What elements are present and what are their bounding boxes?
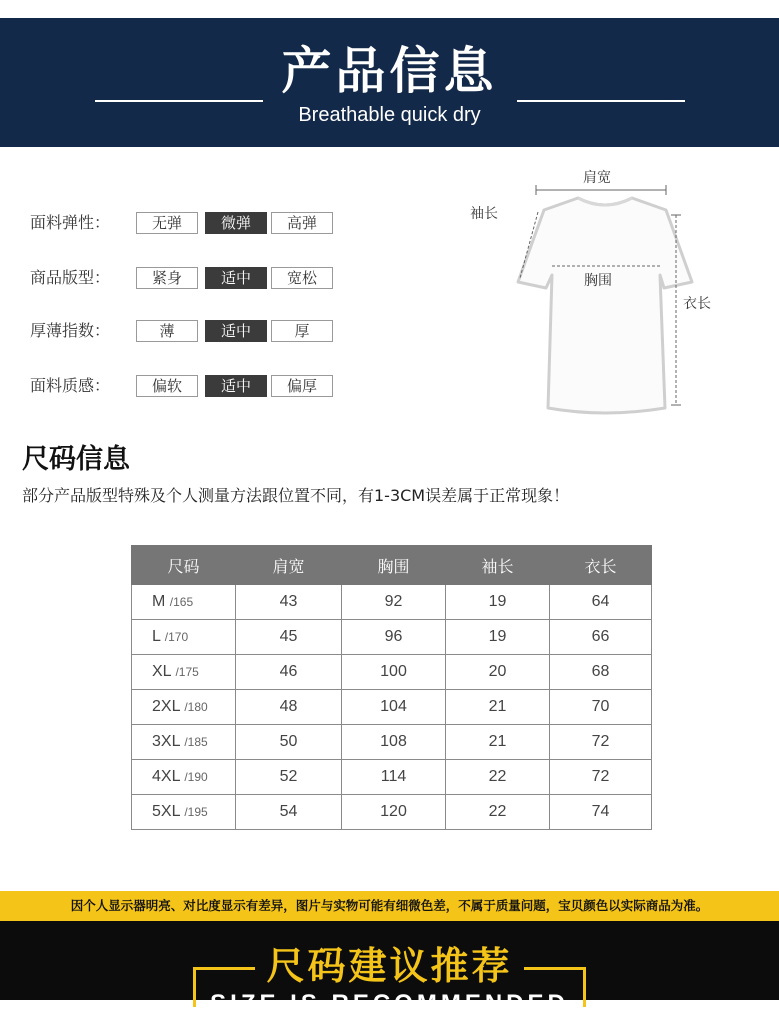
table-row <box>132 725 652 760</box>
column-header: 衣长 <box>550 546 652 585</box>
attribute-option: 偏厚 <box>271 375 333 397</box>
size-recommend-section <box>0 921 779 1017</box>
measure-cell: 68 <box>550 655 652 690</box>
table-row <box>132 795 652 830</box>
attribute-option: 紧身 <box>136 267 198 289</box>
column-header: 袖长 <box>446 546 550 585</box>
measure-cell: 52 <box>236 760 342 795</box>
height-label: /165 <box>169 595 194 609</box>
table-row <box>132 620 652 655</box>
measure-cell: 48 <box>236 690 342 725</box>
measure-cell: 22 <box>446 795 550 830</box>
size-cell <box>132 655 236 690</box>
attribute-option-selected: 微弹 <box>205 212 267 234</box>
measure-cell: 43 <box>236 585 342 620</box>
size-cell <box>132 760 236 795</box>
measure-cell: 70 <box>550 690 652 725</box>
size-label: 2XL <box>152 698 180 715</box>
size-cell <box>132 795 236 830</box>
measure-cell: 46 <box>236 655 342 690</box>
table-row <box>132 690 652 725</box>
attribute-option-selected: 适中 <box>205 320 267 342</box>
measure-cell: 20 <box>446 655 550 690</box>
attribute-label: 厚薄指数： <box>30 321 111 340</box>
diagram-label-shoulder: 肩宽 <box>583 170 611 186</box>
measure-cell: 45 <box>236 620 342 655</box>
measure-cell: 120 <box>342 795 446 830</box>
recommend-subtitle: SIZE IS RECOMMENDED <box>210 990 569 1017</box>
height-label: /190 <box>184 770 208 784</box>
size-cell <box>132 585 236 620</box>
size-label: 3XL <box>152 733 180 750</box>
size-cell <box>132 725 236 760</box>
attribute-option: 薄 <box>136 320 198 342</box>
column-header: 胸围 <box>342 546 446 585</box>
page-subtitle: Breathable quick dry <box>298 104 481 126</box>
tshirt-diagram <box>460 160 750 430</box>
diagram-label-length: 衣长 <box>683 296 711 312</box>
measure-cell: 19 <box>446 620 550 655</box>
measure-cell: 21 <box>446 725 550 760</box>
size-label: XL <box>152 663 171 680</box>
size-label: L <box>152 628 161 645</box>
size-label: 4XL <box>152 768 180 785</box>
height-label: /180 <box>184 700 208 714</box>
height-label: /185 <box>184 735 208 749</box>
table-row <box>132 760 652 795</box>
height-label: /175 <box>175 665 199 679</box>
attribute-option: 高弹 <box>271 212 333 234</box>
attribute-label: 面料质感： <box>30 376 111 395</box>
attribute-option: 宽松 <box>271 267 333 289</box>
measure-cell: 64 <box>550 585 652 620</box>
attribute-option: 厚 <box>271 320 333 342</box>
size-table-header <box>132 546 652 585</box>
size-note: 部分产品版型特殊及个人测量方法跟位置不同，有1-3CM误差属于正常现象！ <box>22 486 570 505</box>
measure-cell: 19 <box>446 585 550 620</box>
header-banner <box>0 18 779 147</box>
column-header: 肩宽 <box>236 546 342 585</box>
attribute-option-selected: 适中 <box>205 267 267 289</box>
height-label: /170 <box>164 630 189 644</box>
size-heading: 尺码信息 <box>22 444 130 475</box>
measure-cell: 22 <box>446 760 550 795</box>
attribute-option: 无弹 <box>136 212 198 234</box>
measure-cell: 96 <box>342 620 446 655</box>
measure-cell: 100 <box>342 655 446 690</box>
measure-cell: 92 <box>342 585 446 620</box>
measure-cell: 66 <box>550 620 652 655</box>
height-label: /195 <box>184 805 208 819</box>
size-label: 5XL <box>152 803 180 820</box>
column-header: 尺码 <box>132 546 236 585</box>
recommend-title: 尺码建议推荐 <box>266 944 513 988</box>
measure-cell: 21 <box>446 690 550 725</box>
attribute-option-selected: 适中 <box>205 375 267 397</box>
size-table <box>131 545 652 830</box>
measure-cell: 72 <box>550 760 652 795</box>
measure-cell: 114 <box>342 760 446 795</box>
table-row <box>132 585 652 620</box>
measure-cell: 50 <box>236 725 342 760</box>
measure-cell: 54 <box>236 795 342 830</box>
page-title: 产品信息 <box>281 42 498 100</box>
diagram-label-chest: 胸围 <box>584 273 612 289</box>
measure-cell: 72 <box>550 725 652 760</box>
attribute-label: 面料弹性： <box>30 213 111 232</box>
measure-cell: 74 <box>550 795 652 830</box>
table-row <box>132 655 652 690</box>
size-label: M <box>152 593 166 610</box>
size-cell <box>132 620 236 655</box>
diagram-label-sleeve: 袖长 <box>470 206 498 222</box>
measure-cell: 108 <box>342 725 446 760</box>
attribute-option: 偏软 <box>136 375 198 397</box>
color-notice-bar: 因个人显示器明亮、对比度显示有差异，图片与实物可能有细微色差，不属于质量问题，宝贝颜色以实际商品为准。 <box>0 891 779 921</box>
size-cell <box>132 690 236 725</box>
attribute-label: 商品版型： <box>30 268 111 287</box>
measure-cell: 104 <box>342 690 446 725</box>
